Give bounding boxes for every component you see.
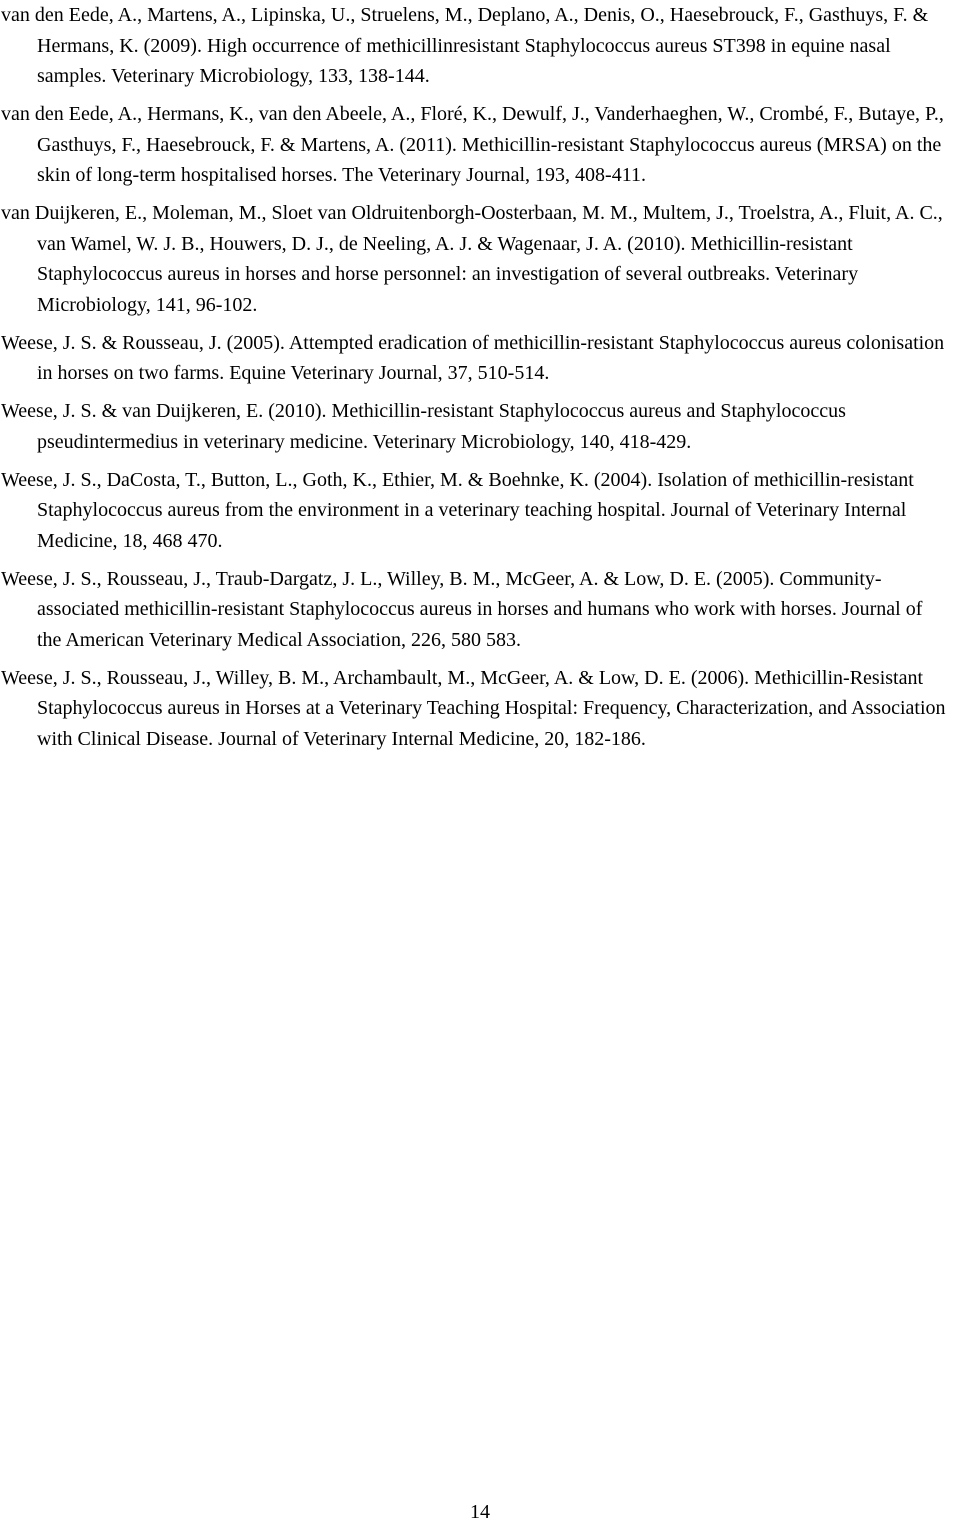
reference-list xyxy=(1,0,951,762)
reference-entry: van Duijkeren, E., Moleman, M., Sloet van Oldruitenborgh-Oosterbaan, M. M., Multem, J., Troelstra, A., Fluit, A. C., van Wamel, W. J. B., Houwers, D. J., de Neeling, A. J. & Wagenaar, J. A. (2010). Methicillin-resistant Staphylococcus aureus in horses and horse personnel: an investigation of several outbreaks. Veterinary Microbiology, 141, 96-102. xyxy=(1,202,943,316)
reference-entry: van den Eede, A., Hermans, K., van den Abeele, A., Floré, K., Dewulf, J., Vanderhaeghen, W., Crombé, F., Butaye, P., Gasthuys, F., Haesebrouck, F. & Martens, A. (2011). Methicillin-resistant Staphylococcus aureus (MRSA) on the skin of long-term hospitalised horses. The Veterinary Journal, 193, 408-411. xyxy=(1,103,944,186)
reference-entry: Weese, J. S. & van Duijkeren, E. (2010). Methicillin-resistant Staphylococcus aureus and Staphylococcus pseudintermedius in veterinary medicine. Veterinary Microbiology, 140, 418-429. xyxy=(1,400,846,453)
reference-entry: Weese, J. S., Rousseau, J., Traub-Dargatz, J. L., Willey, B. M., McGeer, A. & Low, D. E. (2005). Community-associated methicillin-resistant Staphylococcus aureus in horses and humans who work with horses. Journal of the American Veterinary Medical Association, 226, 580 583. xyxy=(1,567,923,651)
reference-entry: Weese, J. S. & Rousseau, J. (2005). Attempted eradication of methicillin-resistant Staphylococcus aureus colonisation in horses on two farms. Equine Veterinary Journal, 37, 510-514. xyxy=(1,331,945,384)
reference-entry: Weese, J. S., DaCosta, T., Button, L., Goth, K., Ethier, M. & Boehnke, K. (2004). Isolation of methicillin-resistant Staphylococcus aureus from the environment in a veterinary teaching hospital. Journal of Veterinary Internal Medicine, 18, 468 470. xyxy=(1,468,914,552)
page-number: 14 xyxy=(470,1501,490,1523)
reference-entry: Weese, J. S., Rousseau, J., Willey, B. M., Archambault, M., McGeer, A. & Low, D. E. (2006). Methicillin-Resistant Staphylococcus aureus in Horses at a Veterinary Teaching Hospital: Frequency, Characterization, and Association with Clinical Disease. Journal of Veterinary Internal Medicine, 20, 182-186. xyxy=(1,666,946,750)
reference-entry: van den Eede, A., Martens, A., Lipinska, U., Struelens, M., Deplano, A., Denis, O., Haesebrouck, F., Gasthuys, F. & Hermans, K. (2009). High occurrence of methicillinresistant Staphylococcus aureus ST398 in equine nasal samples. Veterinary Microbiology, 133, 138-144. xyxy=(1,4,929,87)
